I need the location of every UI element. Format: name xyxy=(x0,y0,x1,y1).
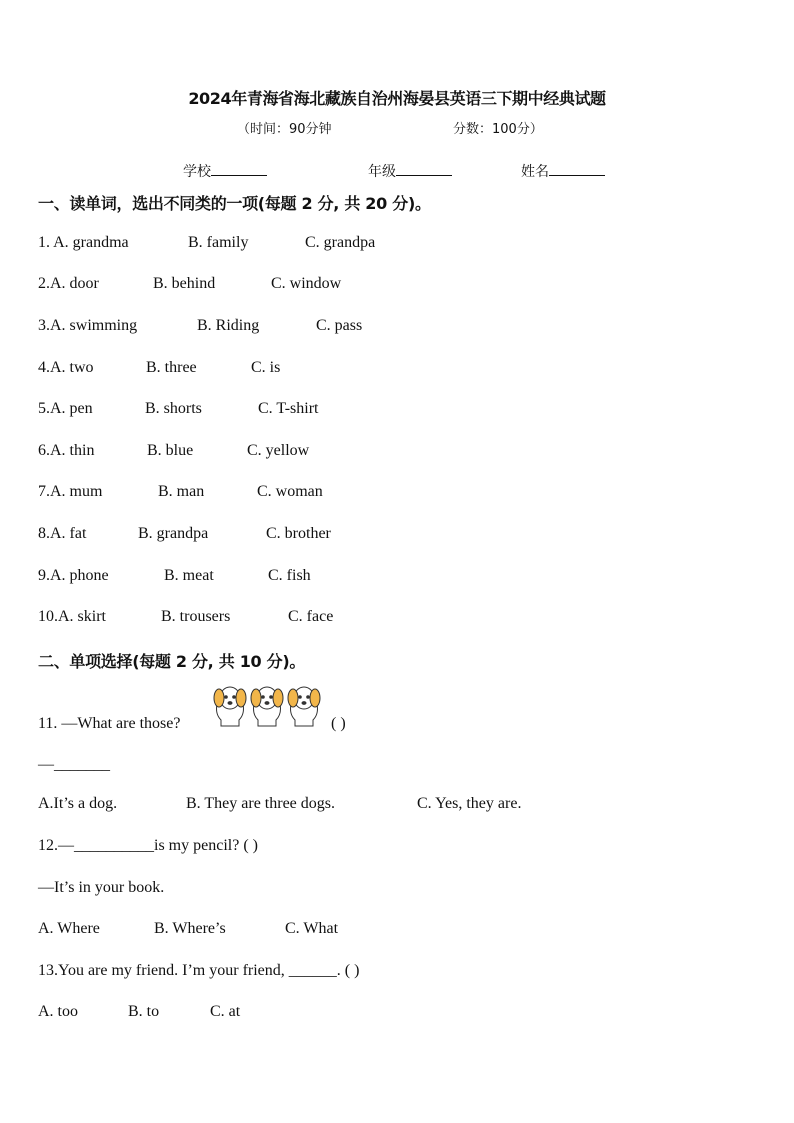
option-c: C. pass xyxy=(316,317,363,334)
dog-icon xyxy=(214,687,246,726)
section-1-heading: 一、读单词，选出不同类的一项(每题 2 分, 共 20 分)。 xyxy=(38,194,431,213)
section-2-heading: 二、单项选择(每题 2 分, 共 10 分)。 xyxy=(38,652,306,671)
name-blank xyxy=(549,161,605,176)
option-c: C. fish xyxy=(268,567,311,584)
option-a: 7.A. mum xyxy=(38,483,103,500)
school-blank xyxy=(211,161,267,176)
option-b: B. They are three dogs. xyxy=(186,795,335,812)
option-a: 3.A. swimming xyxy=(38,317,138,334)
three-dogs-picture xyxy=(211,684,323,728)
name-label: 姓名 xyxy=(521,164,549,180)
option-b: B. shorts xyxy=(145,400,202,417)
school-label: 学校 xyxy=(183,164,211,180)
option-b: B. man xyxy=(158,483,205,500)
option-a: 6.A. thin xyxy=(38,442,95,459)
school-field xyxy=(183,161,267,181)
option-c: C. at xyxy=(210,1003,241,1020)
option-a: 10.A. skirt xyxy=(38,608,106,625)
option-c: C. grandpa xyxy=(305,234,376,251)
option-c: C. is xyxy=(251,359,281,376)
question-13-text: 13.You are my friend. I’m your friend, ______. ( ) xyxy=(38,962,360,979)
option-b: B. three xyxy=(146,359,197,376)
option-a: 1. A. grandma xyxy=(38,234,129,251)
option-c: C. woman xyxy=(257,483,323,500)
question-11-answer-line: —_______ xyxy=(38,756,110,773)
name-field xyxy=(521,161,605,181)
option-b: B. family xyxy=(188,234,249,251)
option-b: B. Where’s xyxy=(154,920,226,937)
option-b: B. to xyxy=(128,1003,160,1020)
grade-label: 年级 xyxy=(368,164,396,180)
exam-score: 分数：100分） xyxy=(453,122,543,137)
page-title: 2024年青海省海北藏族自治州海晏县英语三下期中经典试题 xyxy=(188,89,606,108)
grade-field xyxy=(368,161,452,181)
dog-icon xyxy=(288,687,320,726)
option-b: B. behind xyxy=(153,275,216,292)
exam-time: （时间：90分钟 xyxy=(237,122,332,137)
option-b: B. grandpa xyxy=(138,525,209,542)
option-a: 9.A. phone xyxy=(38,567,109,584)
option-c: C. yellow xyxy=(247,442,310,459)
question-12-text: 12.—__________is my pencil? ( ) xyxy=(38,837,258,854)
option-b: B. meat xyxy=(164,567,214,584)
question-11-text: 11. —What are those? xyxy=(38,715,181,732)
option-a: A.It’s a dog. xyxy=(38,795,118,812)
option-a: 2.A. door xyxy=(38,275,99,292)
option-c: C. Yes, they are. xyxy=(417,795,522,812)
option-a: A. Where xyxy=(38,920,100,937)
option-c: C. What xyxy=(285,920,339,937)
option-c: C. T-shirt xyxy=(258,400,319,417)
question-12-reply: —It’s in your book. xyxy=(38,879,165,896)
option-c: C. window xyxy=(271,275,342,292)
option-b: B. Riding xyxy=(197,317,260,334)
option-a: 8.A. fat xyxy=(38,525,87,542)
option-a: A. too xyxy=(38,1003,78,1020)
option-b: B. blue xyxy=(147,442,194,459)
option-c: C. brother xyxy=(266,525,331,542)
option-c: C. face xyxy=(288,608,334,625)
option-a: 4.A. two xyxy=(38,359,94,376)
question-11-paren: ( ) xyxy=(331,715,346,732)
option-a: 5.A. pen xyxy=(38,400,93,417)
grade-blank xyxy=(396,161,452,176)
dog-icon xyxy=(251,687,283,726)
option-b: B. trousers xyxy=(161,608,231,625)
